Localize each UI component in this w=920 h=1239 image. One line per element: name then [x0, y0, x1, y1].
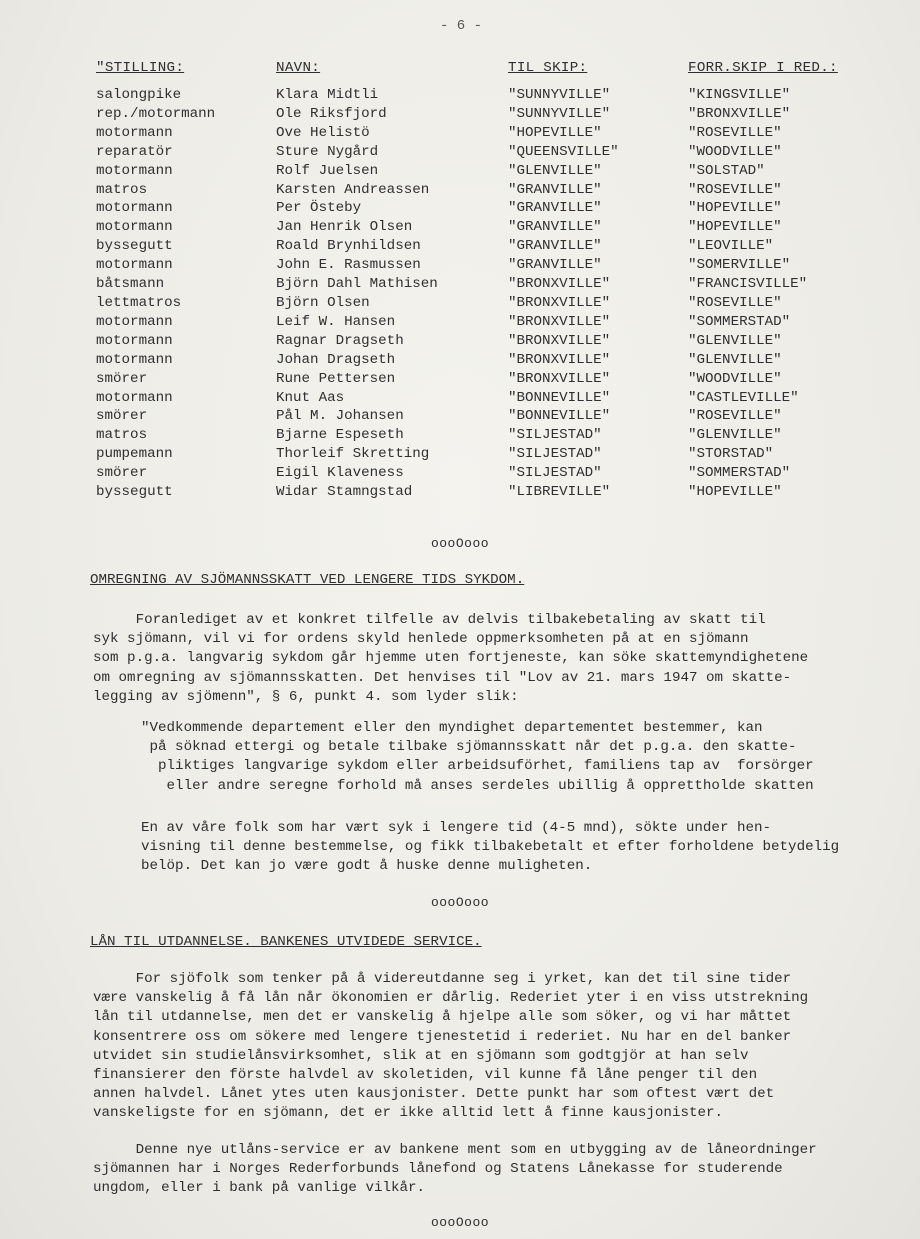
cell-til-skip: "BRONXVILLE" — [508, 351, 611, 368]
cell-forr-skip: "STORSTAD" — [688, 446, 774, 463]
table-row — [96, 256, 878, 275]
cell-navn: Ove Helistö — [276, 124, 370, 141]
page-number: - 6 - — [440, 18, 483, 34]
quote-law-text: "Vedkommende departement eller den myndighet departementet bestemmer, kan på söknad ettergi og betale tilbake sjömannsskatt når det p.g.a. den skatte- pliktiges langvarige sykdom eller arbeidsuförhet, familiens tap av forsörger eller andre seregne forhold må anses serdeles ubillig å opprettholde skatten — [141, 720, 814, 794]
cell-forr-skip: "LEOVILLE" — [688, 238, 774, 255]
crew-table-body — [96, 86, 878, 502]
cell-til-skip: "SILJESTAD" — [508, 427, 602, 444]
header-stilling: "STILLING: — [96, 60, 185, 76]
cell-forr-skip: "SOLSTAD" — [688, 162, 765, 179]
cell-til-skip: "SILJESTAD" — [508, 465, 602, 482]
cell-til-skip: "GRANVILLE" — [508, 238, 602, 255]
cell-forr-skip: "SOMERVILLE" — [688, 257, 791, 274]
table-row — [96, 105, 878, 124]
cell-forr-skip: "HOPEVILLE" — [688, 484, 782, 501]
paragraph-tax-intro: Foranlediget av et konkret tilfelle av delvis tilbakebetaling av skatt til syk sjömann, vil vi for ordens skyld henlede oppmerksomheten på at en sjömann som p.g.a. langvarig sykdom går hjemme uten fortjeneste, kan söke skattemyndighetene om omregning av sjömannsskatten. Det henvises til "Lov av 21. mars 1947 om skatte- legging av sjömenn", § 6, punkt 4. som lyder slik: — [93, 612, 809, 705]
table-row — [96, 351, 878, 370]
cell-navn: Roald Brynhildsen — [276, 238, 421, 255]
cell-forr-skip: "KINGSVILLE" — [688, 87, 791, 103]
cell-navn: Rune Pettersen — [276, 370, 396, 387]
cell-forr-skip: "ROSEVILLE" — [688, 181, 782, 198]
cell-navn: Björn Olsen — [276, 294, 370, 311]
table-row — [96, 332, 878, 351]
cell-stilling: motormann — [96, 219, 173, 236]
cell-stilling: byssegutt — [96, 484, 173, 501]
crew-table — [96, 60, 878, 502]
cell-forr-skip: "HOPEVILLE" — [688, 219, 782, 236]
cell-forr-skip: "ROSEVILLE" — [688, 408, 782, 425]
table-row — [96, 199, 878, 218]
cell-forr-skip: "WOODVILLE" — [688, 370, 782, 387]
cell-stilling: salongpike — [96, 87, 182, 103]
table-row — [96, 237, 878, 256]
separator: oooOooo — [430, 1215, 490, 1230]
cell-navn: Knut Aas — [276, 389, 345, 406]
cell-forr-skip: "ROSEVILLE" — [688, 124, 782, 141]
cell-navn: Sture Nygård — [276, 143, 379, 160]
cell-stilling: smörer — [96, 465, 148, 482]
cell-til-skip: "GLENVILLE" — [508, 162, 602, 179]
table-row — [96, 181, 878, 200]
cell-stilling: smörer — [96, 408, 148, 425]
cell-navn: Björn Dahl Mathisen — [276, 276, 438, 293]
header-forr-skip: FORR.SKIP I RED.: — [688, 60, 838, 76]
cell-til-skip: "BONNEVILLE" — [508, 408, 611, 425]
paragraph-loans: For sjöfolk som tenker på å videreutdanne seg i yrket, kan det til sine tider være vanskelig å få lån når ökonomien er dårlig. Rederiet yter i en viss utstrekning lån til utdannelse, men det er vanskelig å hjelpe alle som söker, og vi har måttet konsentrere oss om sökere med lengere tjenestetid i rederiet. Nu har en del banker utvidet sin studielånsvirksomhet, slik at en sjömann som godtgjör at han selv finansierer den förste halvdel av skoletiden, vil kunne få låne penger til den annen halvdel. Lånet ytes uten kausjonister. Dette punkt har som oftest vært det vanskeligste for en sjömann, det er ikke alltid lett å finne kausjonister. — [93, 971, 809, 1122]
cell-til-skip: "HOPEVILLE" — [508, 124, 602, 141]
cell-navn: Ole Riksfjord — [276, 105, 387, 122]
header-navn: NAVN: — [276, 60, 321, 76]
cell-navn: Karsten Andreassen — [276, 181, 430, 198]
table-row — [96, 389, 878, 408]
cell-forr-skip: "GLENVILLE" — [688, 351, 782, 368]
cell-til-skip: "QUEENSVILLE" — [508, 143, 619, 160]
section-heading-loans: LÅN TIL UTDANNELSE. BANKENES UTVIDEDE SERVICE. — [90, 934, 482, 950]
cell-forr-skip: "ROSEVILLE" — [688, 294, 782, 311]
cell-til-skip: "BRONXVILLE" — [508, 276, 611, 293]
cell-til-skip: "GRANVILLE" — [508, 181, 602, 198]
table-row — [96, 162, 878, 181]
cell-stilling: pumpemann — [96, 446, 173, 463]
cell-navn: Rolf Juelsen — [276, 162, 379, 179]
table-row — [96, 294, 878, 313]
table-row — [96, 86, 878, 105]
cell-stilling: smörer — [96, 370, 148, 387]
table-row — [96, 483, 878, 502]
table-row — [96, 370, 878, 389]
table-row — [96, 426, 878, 445]
section-heading-tax: OMREGNING AV SJÖMANNSSKATT VED LENGERE TIDS SYKDOM. — [90, 572, 525, 588]
table-row — [96, 313, 878, 332]
cell-stilling: matros — [96, 181, 148, 198]
cell-stilling: matros — [96, 427, 148, 444]
cell-forr-skip: "WOODVILLE" — [688, 143, 782, 160]
cell-navn: Leif W. Hansen — [276, 313, 396, 330]
cell-navn: Thorleif Skretting — [276, 446, 430, 463]
cell-navn: Pål M. Johansen — [276, 408, 404, 425]
cell-forr-skip: "GLENVILLE" — [688, 427, 782, 444]
cell-forr-skip: "CASTLEVILLE" — [688, 389, 799, 406]
cell-til-skip: "LIBREVILLE" — [508, 484, 611, 501]
cell-stilling: motormann — [96, 332, 173, 349]
paragraph-tax-example: En av våre folk som har vært syk i lengere tid (4-5 mnd), sökte under hen- visning til denne bestemmelse, og fikk tilbakebetalt et efter forholdene betydelig belöp. Det kan jo være godt å huske denne muligheten. — [141, 820, 840, 875]
table-row — [96, 407, 878, 426]
table-row — [96, 445, 878, 464]
crew-table-header — [96, 60, 878, 86]
cell-stilling: motormann — [96, 162, 173, 179]
cell-stilling: båtsmann — [96, 276, 165, 293]
cell-stilling: motormann — [96, 257, 173, 274]
cell-navn: Johan Dragseth — [276, 351, 396, 368]
cell-navn: Klara Midtli — [276, 87, 379, 103]
cell-stilling: byssegutt — [96, 238, 173, 255]
cell-til-skip: "GRANVILLE" — [508, 257, 602, 274]
paragraph-loans-service: Denne nye utlåns-service er av bankene ment som en utbygging av de låneordninger sjömannen har i Norges Rederforbunds lånefond og Statens Lånekasse for studerende ungdom, eller i bank på vanlige vilkår. — [93, 1142, 817, 1197]
separator: oooOooo — [430, 536, 490, 551]
cell-til-skip: "GRANVILLE" — [508, 200, 602, 217]
cell-stilling: motormann — [96, 313, 173, 330]
cell-forr-skip: "HOPEVILLE" — [688, 200, 782, 217]
cell-forr-skip: "FRANCISVILLE" — [688, 276, 808, 293]
cell-stilling: reparatör — [96, 143, 173, 160]
table-row — [96, 218, 878, 237]
cell-stilling: rep./motormann — [96, 105, 216, 122]
cell-til-skip: "BONNEVILLE" — [508, 389, 611, 406]
cell-til-skip: "BRONXVILLE" — [508, 370, 611, 387]
cell-navn: Ragnar Dragseth — [276, 332, 404, 349]
cell-forr-skip: "BRONXVILLE" — [688, 105, 791, 122]
cell-stilling: motormann — [96, 200, 173, 217]
table-row — [96, 464, 878, 483]
cell-navn: Per Östeby — [276, 200, 362, 217]
table-row — [96, 143, 878, 162]
cell-forr-skip: "SOMMERSTAD" — [688, 465, 791, 482]
cell-forr-skip: "GLENVILLE" — [688, 332, 782, 349]
table-row — [96, 124, 878, 143]
table-row — [96, 275, 878, 294]
cell-til-skip: "BRONXVILLE" — [508, 294, 611, 311]
cell-stilling: lettmatros — [96, 294, 182, 311]
cell-til-skip: "BRONXVILLE" — [508, 313, 611, 330]
cell-navn: Eigil Klaveness — [276, 465, 404, 482]
header-til-skip: TIL SKIP: — [508, 60, 588, 76]
cell-til-skip: "SUNNYVILLE" — [508, 87, 611, 103]
separator: oooOooo — [430, 895, 490, 910]
cell-stilling: motormann — [96, 124, 173, 141]
cell-til-skip: "SUNNYVILLE" — [508, 105, 611, 122]
cell-forr-skip: "SOMMERSTAD" — [688, 313, 791, 330]
cell-stilling: motormann — [96, 389, 173, 406]
cell-til-skip: "SILJESTAD" — [508, 446, 602, 463]
cell-navn: Bjarne Espeseth — [276, 427, 404, 444]
cell-til-skip: "GRANVILLE" — [508, 219, 602, 236]
cell-stilling: motormann — [96, 351, 173, 368]
cell-navn: John E. Rasmussen — [276, 257, 421, 274]
cell-navn: Jan Henrik Olsen — [276, 219, 413, 236]
cell-til-skip: "BRONXVILLE" — [508, 332, 611, 349]
cell-navn: Widar Stamngstad — [276, 484, 413, 501]
